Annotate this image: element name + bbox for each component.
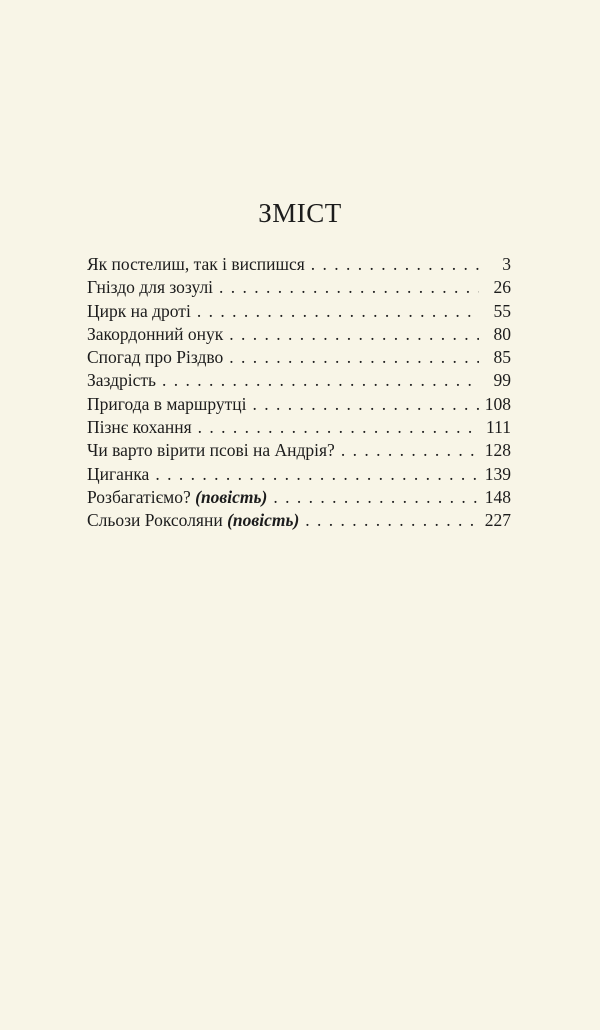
toc-entry-title [87,487,267,508]
dot-leader [155,464,478,485]
entry-title-text: Сльози Роксоляни [87,510,223,531]
toc-entry [87,464,511,487]
dot-leader [253,394,479,415]
entry-title-text: Розбагатіємо? [87,486,191,507]
toc-entry-title [87,417,192,438]
toc-entry-page: 111 [486,417,511,438]
toc-entry [87,324,511,347]
entry-genre-note: (повість) [227,510,300,531]
entry-title-text: Гніздо для зозулі [87,277,214,298]
toc-entry-page: 80 [493,323,511,344]
toc-entry-page: 26 [493,277,511,298]
toc-entry [87,417,511,440]
dot-leader [273,487,478,508]
dot-leader [229,324,479,345]
dot-leader [198,417,479,438]
toc-entry-title [87,347,223,368]
entry-title-text: Пізнє кохання [87,417,192,438]
table-of-contents [87,254,511,534]
toc-entry-title [87,464,149,485]
toc-entry-title [87,254,305,275]
dot-leader [311,254,479,275]
dot-leader [197,301,479,322]
entry-title-text: Цирк на дроті [87,300,191,321]
entry-title-text: Пригода в маршрутці [87,393,247,414]
toc-entry-page: 139 [484,463,511,484]
dot-leader [341,440,479,461]
toc-entry [87,347,511,370]
toc-entry-title [87,277,213,298]
toc-entry [87,370,511,393]
toc-entry [87,440,511,463]
dot-leader [219,277,479,298]
dot-leader [229,347,479,368]
toc-entry-page: 55 [493,300,511,321]
toc-entry-page: 227 [484,510,511,531]
entry-title-text: Циганка [87,463,150,484]
toc-entry-title [87,394,247,415]
toc-entry [87,301,511,324]
toc-entry-page: 85 [493,347,511,368]
toc-entry [87,277,511,300]
dot-leader [162,370,479,391]
dot-leader [305,510,478,531]
toc-entry-page: 3 [502,254,511,274]
toc-entry [87,510,511,533]
toc-entry-title [87,370,156,391]
toc-entry-title [87,440,335,461]
entry-title-text: Спогад про Різдво [87,347,224,368]
toc-entry-title [87,324,223,345]
entry-title-text: Закордонний онук [87,323,224,344]
toc-entry-page: 108 [484,393,511,414]
toc-entry-title [87,510,299,531]
entry-title-text: Заздрість [87,370,157,391]
toc-entry [87,254,511,277]
toc-entry-title [87,301,191,322]
toc-entry-page: 128 [484,440,511,461]
toc-entry-page: 99 [493,370,511,391]
entry-title-text: Чи варто вірити псові на Андрія? [87,440,335,461]
entry-title-text: Як постелиш, так і виспишся [87,254,305,274]
toc-entry [87,487,511,510]
toc-entry [87,394,511,417]
entry-genre-note: (повість) [195,486,268,507]
toc-entry-page: 148 [484,486,511,507]
page-title: ЗМІСТ [258,198,342,228]
